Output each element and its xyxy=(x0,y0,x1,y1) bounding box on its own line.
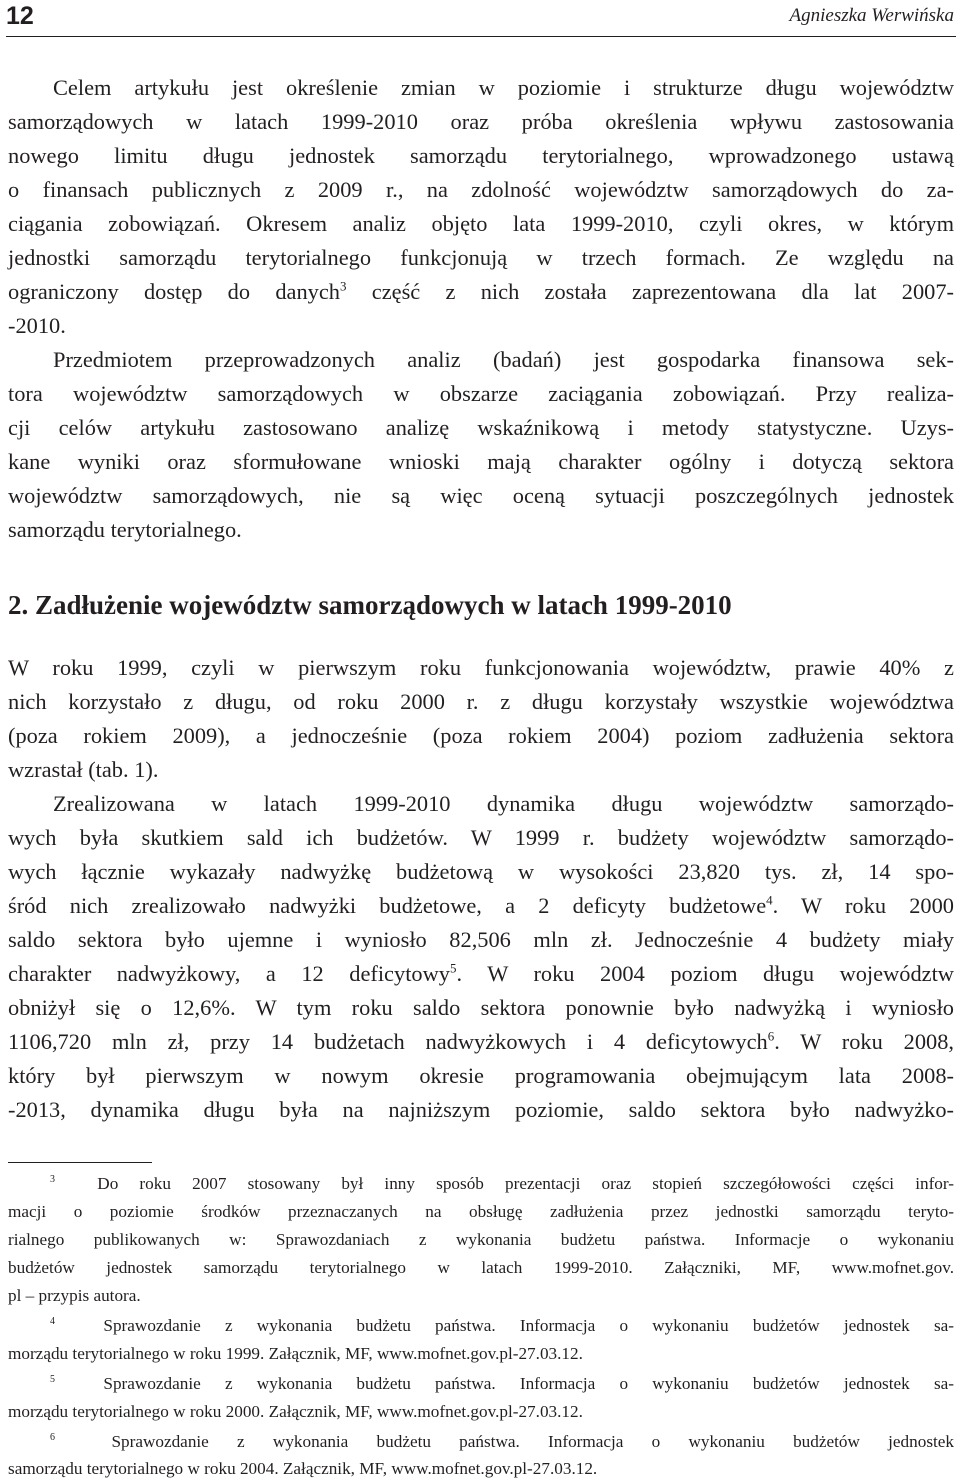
text-line: -2010. xyxy=(8,313,66,338)
footnote-line: $^5$ Sprawozdanie z wykonania budżetu państwa. Informacja o wykonaniu budżetów jednostek sa- xyxy=(50,1374,954,1393)
footnote-line: morządu terytorialnego w roku 1999. Załącznik, MF, www.mofnet.gov.pl-27.03.12. xyxy=(8,1344,583,1363)
footnote-ref: 4 xyxy=(766,892,773,908)
text-line: wych łącznie wykazały nadwyżkę budżetową w wysokości 23,820 tys. zł, 14 spo- xyxy=(8,859,954,884)
text-line: samorządowych w latach 1999-2010 oraz próba określenia wpływu zastosowania xyxy=(8,109,954,134)
text-segment: . W roku 2004 poziom długu województw xyxy=(456,961,954,986)
text-segment: charakter nadwyżkowy, a 12 deficytowy xyxy=(8,961,450,986)
text-line: obniżył się o 12,6%. W tym roku saldo sektora ponownie było nadwyżką i wyniosło xyxy=(8,995,954,1020)
text-segment: ograniczony dostęp do danych xyxy=(8,279,340,304)
text-line xyxy=(8,957,954,991)
footnote-line: macji o poziomie środków przeznaczanych na obsługę zadłużenia przez jednostki samorządu teryto- xyxy=(8,1202,954,1221)
text-line: samorządu terytorialnego. xyxy=(8,517,242,542)
text-line: wych była skutkiem sald ich budżetów. W 1999 r. budżety województw samorządo- xyxy=(8,825,954,850)
text-line: nowego limitu długu jednostek samorządu terytorialnego, wprowadzonego ustawą xyxy=(8,143,954,168)
footnote-line: $^3$ Do roku 2007 stosowany był inny sposób prezentacji oraz stopień szczegółowości części infor- xyxy=(50,1174,954,1193)
footnote-ref: 3 xyxy=(340,278,347,294)
footnote-text: Do roku 2007 stosowany był inny sposób prezentacji oraz stopień szczegółowości części infor- xyxy=(97,1174,954,1193)
text-line: saldo sektora było ujemne i wyniosło 82,506 mln zł. Jednocześnie 4 budżety miały xyxy=(8,927,954,952)
text-segment: 1106,720 mln zł, przy 14 budżetach nadwyżkowych i 4 deficytowych xyxy=(8,1029,768,1054)
header-rule xyxy=(6,36,956,37)
footnote-ref: 5 xyxy=(449,960,457,976)
text-line: kane wyniki oraz sformułowane wnioski mają charakter ogólny i dotyczą sektora xyxy=(8,449,954,474)
footnote-rule xyxy=(8,1162,152,1163)
text-line: województw samorządowych, nie są więc oceną sytuacji poszczególnych jednostek xyxy=(8,483,954,508)
text-segment: śród nich zrealizowało nadwyżki budżetowe, a 2 deficyty budżetowe xyxy=(8,893,767,918)
text-segment: . W roku 2000 xyxy=(772,893,954,918)
footnote-line: $^6$ Sprawozdanie z wykonania budżetu państwa. Informacja o wykonaniu budżetów jednostek xyxy=(50,1432,955,1451)
footnote-line: morządu terytorialnego w roku 2000. Załącznik, MF, www.mofnet.gov.pl-27.03.12. xyxy=(8,1402,583,1421)
footnote-line: $^4$ Sprawozdanie z wykonania budżetu państwa. Informacja o wykonaniu budżetów jednostek sa- xyxy=(50,1316,954,1335)
text-line: nich korzystało z długu, od roku 2000 r. z długu korzystały wszystkie województwa xyxy=(8,689,954,714)
text-line: Celem artykułu jest określenie zmian w poziomie i strukturze długu województw xyxy=(53,75,954,100)
text-line xyxy=(8,275,954,309)
text-line: wzrastał (tab. 1). xyxy=(8,757,159,782)
footnote-line: budżetów jednostek samorządu terytorialnego w latach 1999-2010. Załączniki, MF, www.mofnet.gov. xyxy=(8,1258,954,1277)
text-line: Zrealizowana w latach 1999-2010 dynamika długu województw samorządo- xyxy=(53,791,954,816)
text-line xyxy=(8,1025,954,1059)
page-number: 12 xyxy=(6,2,34,30)
text-line: jednostki samorządu terytorialnego funkcjonują w trzech formach. Ze względu na xyxy=(8,245,954,270)
text-line: tora województw samorządowych w obszarze zaciągania zobowiązań. Przy realiza- xyxy=(8,381,954,406)
text-line: Przedmiotem przeprowadzonych analiz (badań) jest gospodarka finansowa sek- xyxy=(53,347,954,372)
footnote-ref: 6 xyxy=(767,1028,775,1044)
footnote-text: Sprawozdanie z wykonania budżetu państwa. Informacja o wykonaniu budżetów jednostek sa- xyxy=(103,1374,954,1393)
text-segment: część z nich została zaprezentowana dla lat 2007- xyxy=(346,279,954,304)
text-line xyxy=(8,889,954,923)
running-head-author: Agnieszka Werwińska xyxy=(789,5,954,26)
text-line: cji celów artykułu zastosowano analizę wskaźnikową i metody statystyczne. Uzys- xyxy=(8,415,954,440)
text-segment: . W roku 2008, xyxy=(774,1029,955,1054)
text-line: (poza rokiem 2009), a jednocześnie (poza rokiem 2004) poziom zadłużenia sektora xyxy=(8,723,954,748)
text-line: ciągania zobowiązań. Okresem analiz objęto lata 1999-2010, czyli okres, w którym xyxy=(8,211,954,236)
footnote-text: Sprawozdanie z wykonania budżetu państwa. Informacja o wykonaniu budżetów jednostek xyxy=(111,1432,955,1451)
text-line: który był pierwszym w nowym okresie programowania obejmującym lata 2008- xyxy=(8,1063,954,1088)
footnote-line: pl – przypis autora. xyxy=(8,1286,141,1305)
text-line: -2013, dynamika długu była na najniższym poziomie, saldo sektora było nadwyżko- xyxy=(8,1097,954,1122)
section-heading: 2. Zadłużenie województw samorządowych w latach 1999-2010 xyxy=(8,590,732,620)
footnote-text: Sprawozdanie z wykonania budżetu państwa. Informacja o wykonaniu budżetów jednostek sa- xyxy=(103,1316,954,1335)
footnote-line: samorządu terytorialnego w roku 2004. Załącznik, MF, www.mofnet.gov.pl-27.03.12. xyxy=(8,1459,598,1478)
text-line: o finansach publicznych z 2009 r., na zdolność województw samorządowych do za- xyxy=(8,177,954,202)
text-line: W roku 1999, czyli w pierwszym roku funkcjonowania województw, prawie 40% z xyxy=(8,655,954,680)
footnote-line: rialnego publikowanych w: Sprawozdaniach z wykonania budżetu państwa. Informacje o wykonaniu xyxy=(8,1230,954,1249)
